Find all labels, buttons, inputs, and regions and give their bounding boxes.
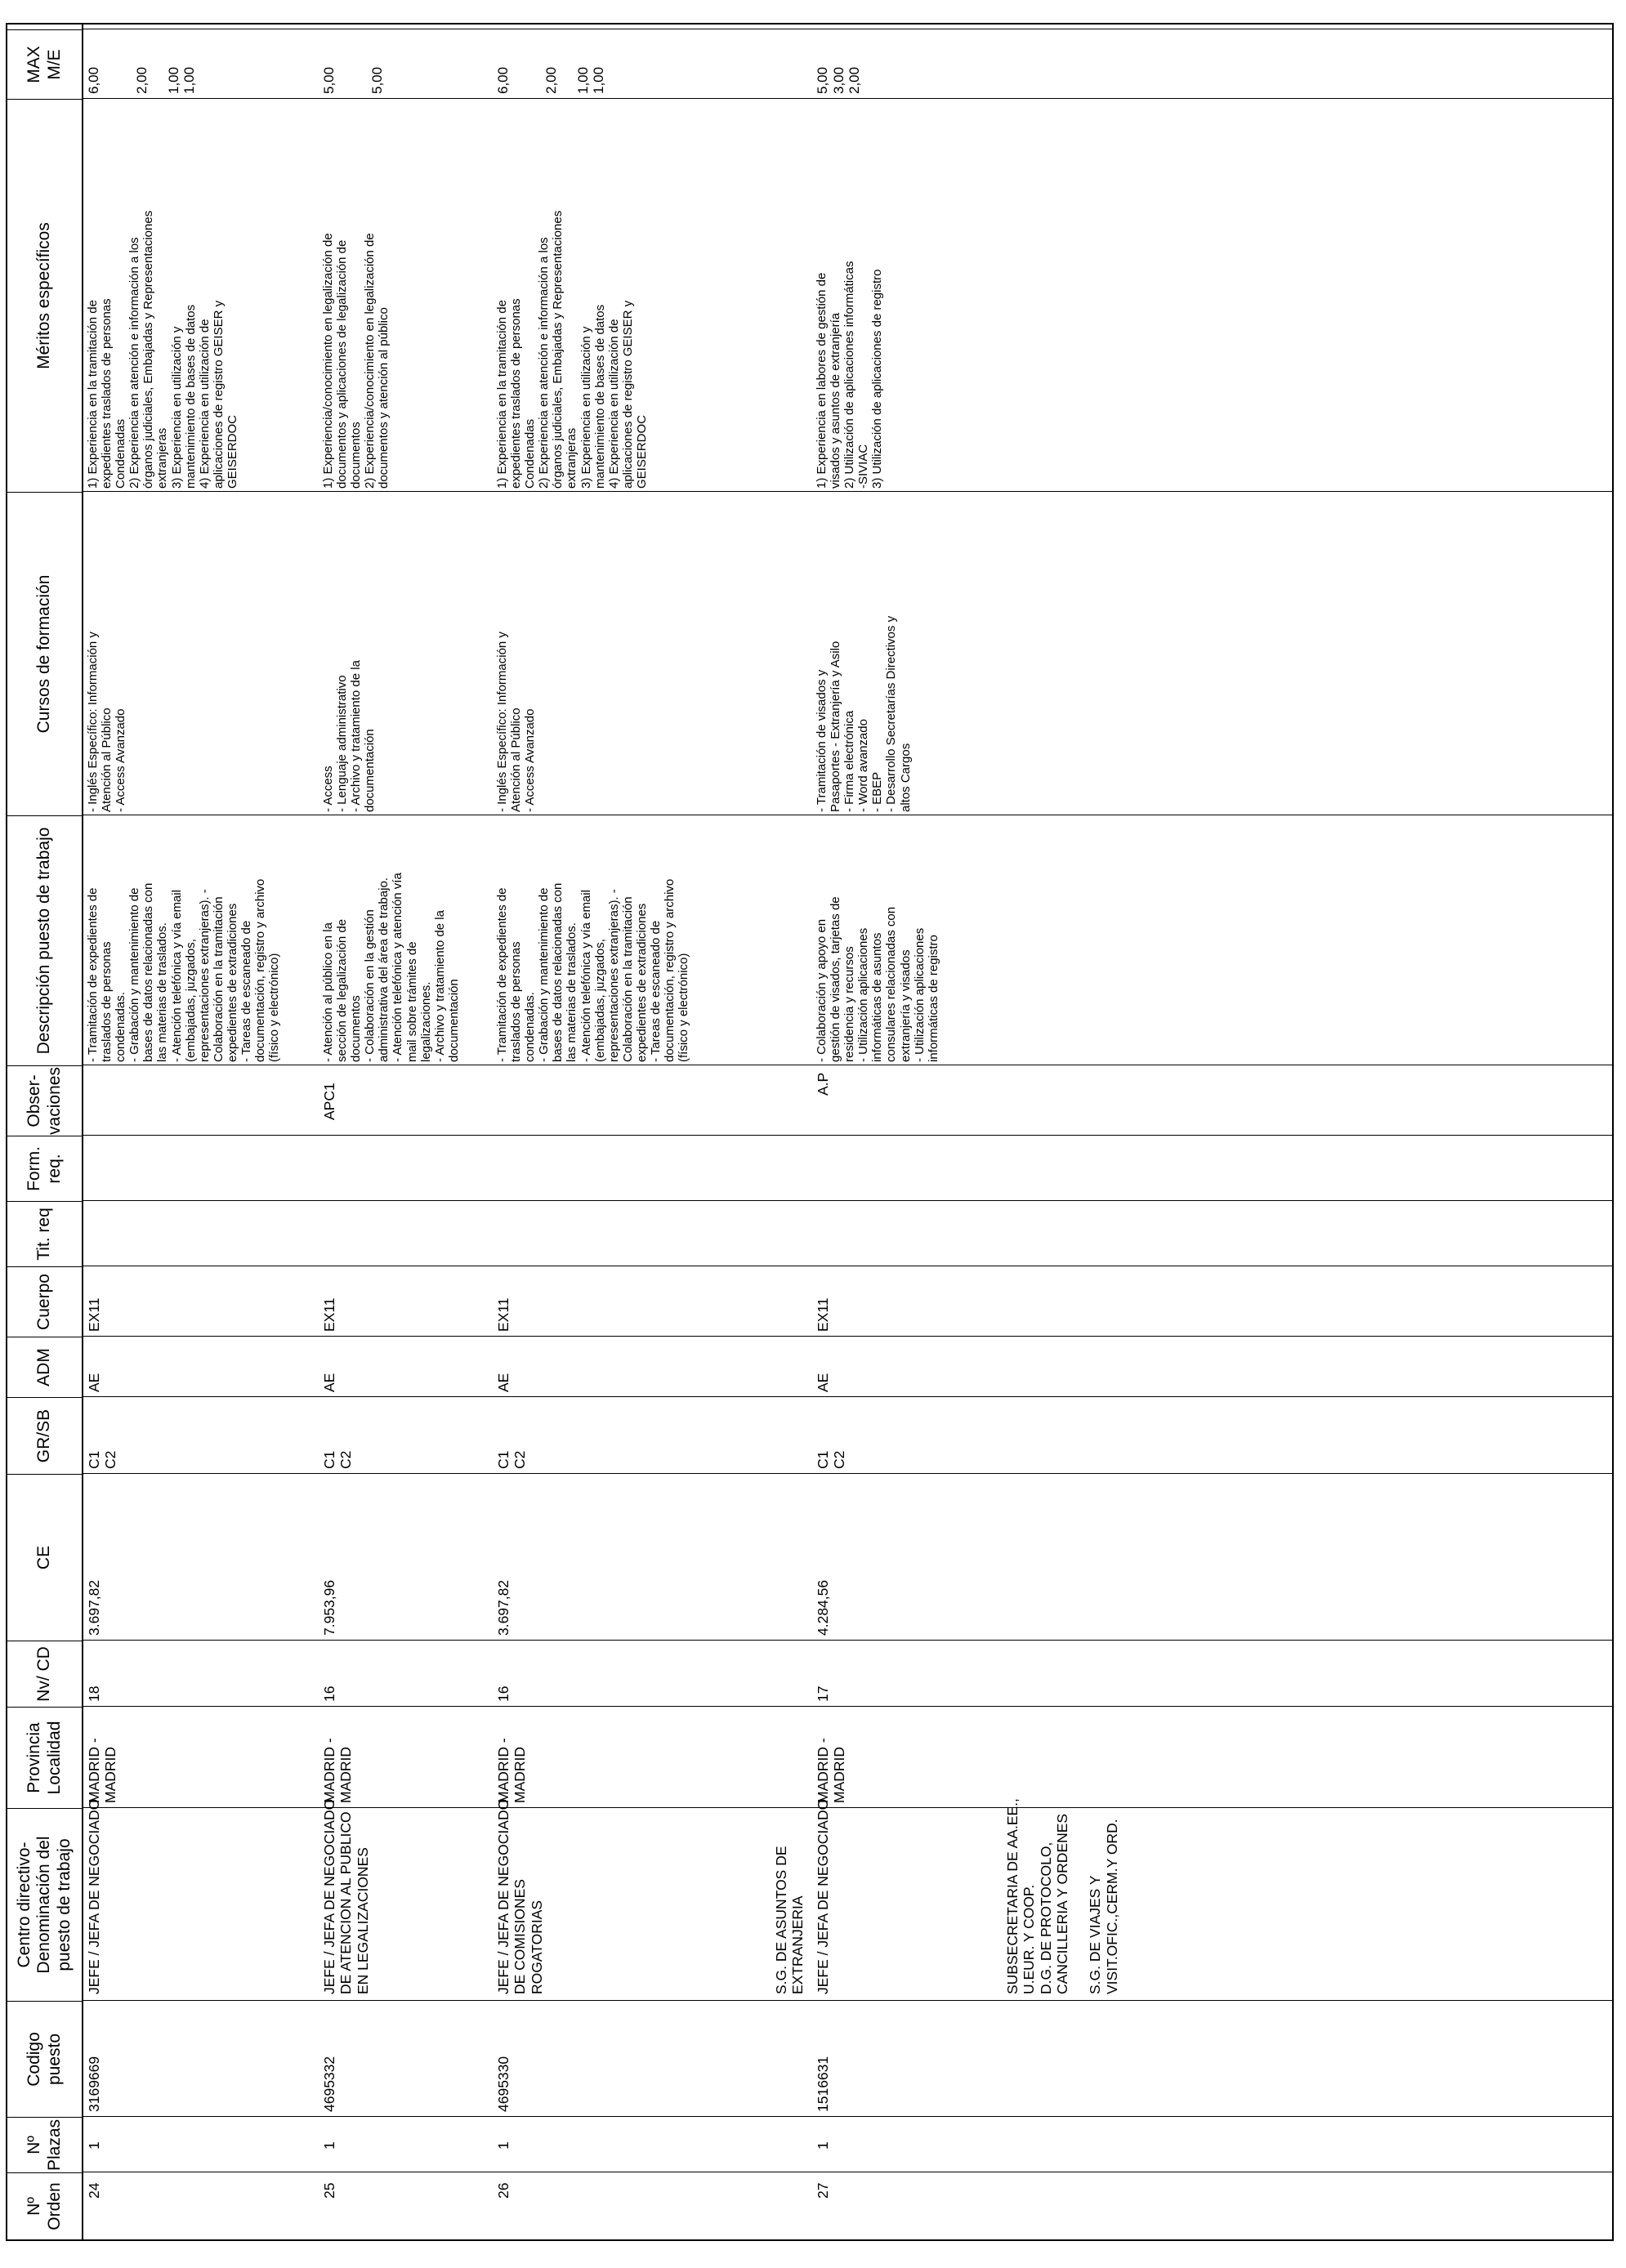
- cell-centro: JEFE / JEFA DE NEGOCIADO DE ATENCION AL PUBLICO EN LEGALIZACIONES: [321, 1798, 371, 1994]
- cell-max: 5,00 3,00 2,00: [815, 66, 863, 94]
- cell-nivel: 16: [495, 1685, 511, 1702]
- cell-plazas: 1: [86, 2141, 102, 2150]
- header-max: MAX M/E: [7, 29, 82, 99]
- cell-meritos: 1) Experiencia en la tramitación de expedientes traslados de personas Condenadas 2) Experiencia en atención e información a los órganos judiciales, Embajadas y Representaciones extranjeras 3) Experiencia en utilización y mantenimiento de bases de datos 4) Experiencia en utilización de aplicaciones de registro GEISER y GEISERDOC: [86, 210, 239, 489]
- column-divider: [82, 2116, 1612, 2117]
- column-divider: [82, 1473, 1612, 1474]
- header-descripcion: Descripción puesto de trabajo: [7, 815, 82, 1065]
- column-divider: [82, 491, 1612, 492]
- header-formacion: Form. req.: [7, 1136, 82, 1201]
- cell-grupo: C1 C2: [86, 1450, 119, 1469]
- cell-meritos: 1) Experiencia/conocimiento en legalización de documentos y aplicaciones de legalización de documentos 2) Experiencia/conocimiento en legalización de documentos y atención al público: [321, 233, 391, 489]
- cell-plazas: 1: [495, 2141, 511, 2150]
- cell-centro: JEFE / JEFA DE NEGOCIADO DE COMISIONES ROGATORIAS: [495, 1798, 545, 1994]
- cell-grupo: C1 C2: [815, 1450, 848, 1469]
- header-adm: ADM: [7, 1337, 82, 1397]
- cell-orden: 26: [495, 2182, 511, 2199]
- cell-observaciones: A.P: [815, 1072, 831, 1096]
- cell-codigo: 1516631: [815, 2056, 831, 2112]
- cell-descripcion: - Atención al público en la sección de legalización de documentos - Colaboración en la gestión administrativa del área de trabajo. - Atención telefónica y atención vía mail sobre trámites de legalizaciones. - Archivo y tratamiento de la documentación: [321, 873, 461, 1062]
- header-row: [7, 25, 83, 2239]
- cell-cuerpo: EX11: [321, 1297, 337, 1332]
- cell-max: 6,00 2,00 1,00 1,00: [495, 66, 607, 94]
- cell-provincia: MADRID - MADRID: [86, 1738, 119, 1803]
- cell-descripcion: - Colaboración y apoyo en gestión de visados, tarjetas de residencia y recursos - Utilización aplicaciones informáticas de asuntos consulares relacionadas con extranjería y visados - Utilización aplicaciones informáticas de registro: [815, 896, 940, 1062]
- cell-meritos: 1) Experiencia en la tramitación de expedientes traslados de personas Condenadas 2) Experiencia en atención e información a los órganos judiciales, Embajadas y Representaciones extranjeras 3) Experiencia en utilización y mantenimiento de bases de datos 4) Experiencia en utilización de aplicaciones de registro GEISER y GEISERDOC: [495, 210, 649, 489]
- cell-nivel: 18: [86, 1685, 102, 1702]
- column-divider: [82, 1706, 1612, 1707]
- cell-cursos: - Tramitación de visados y Pasaportes - Extranjería y Asilo - Firma electrónica - Word avanzado - EBEP - Desarrollo Secretarías Directivos y altos Cargos: [815, 615, 913, 812]
- cell-ce: 3.697,82: [86, 1579, 102, 1636]
- cell-descripcion: - Tramitación de expedientes de traslados de personas condenadas. - Grabación y mantenimiento de bases de datos relacionadas con las materias de traslados. - Atención telefónica y vía email (embajadas, juzgados, representaciones extranjeras). - Colaboración en la tramitación expedientes de extradiciones - Tareas de escaneado de documentación, registro y archivo (físico y electrónico): [495, 878, 691, 1062]
- cell-codigo: 4695330: [495, 2056, 511, 2112]
- cell-nivel: 17: [815, 1685, 831, 1702]
- cell-adm: AE: [495, 1373, 511, 1392]
- cell-max: 6,00 2,00 1,00 1,00: [86, 66, 198, 94]
- header-centro: Centro directivo- Denominación del puesto de trabajo: [7, 1808, 82, 2001]
- cell-centro: JEFE / JEFA DE NEGOCIADO: [815, 1798, 831, 1994]
- column-divider: [82, 1200, 1612, 1201]
- header-observaciones: Obser- vaciones: [7, 1065, 82, 1136]
- header-nivel: Nv/ CD: [7, 1641, 82, 1707]
- cell-provincia: MADRID - MADRID: [815, 1738, 848, 1803]
- cell-centro-section: S.G. DE ASUNTOS DE EXTRANJERIA: [773, 1846, 806, 1994]
- header-cursos: Cursos de formación: [7, 492, 82, 815]
- cell-ce: 7.953,96: [321, 1579, 337, 1636]
- cell-observaciones: APC1: [321, 1083, 337, 1120]
- cell-descripcion: - Tramitación de expedientes de traslados de personas condenadas. - Grabación y mantenimiento de bases de datos relacionadas con las materias de traslados. - Atención telefónica y vía email (embajadas, juzgados, representaciones extranjeras). - Colaboración en la tramitación expedientes de extradiciones - Tareas de escaneado de documentación, registro y archivo (físico y electrónico): [86, 878, 282, 1062]
- cell-cuerpo: EX11: [86, 1297, 102, 1332]
- column-divider: [82, 1807, 1612, 1808]
- cell-plazas: 1: [321, 2141, 337, 2150]
- cell-orden: 25: [321, 2182, 337, 2199]
- cell-centro: JEFE / JEFA DE NEGOCIADO: [86, 1798, 102, 1994]
- cell-adm: AE: [86, 1373, 102, 1392]
- header-orden: Nº Orden: [7, 2172, 82, 2239]
- column-divider: [82, 1135, 1612, 1136]
- cell-cuerpo: EX11: [815, 1297, 831, 1332]
- header-grupo: GR/SB: [7, 1397, 82, 1474]
- column-divider: [82, 1336, 1612, 1337]
- cell-cursos: - Access - Lenguaje administrativo - Archivo y tratamiento de la documentación: [321, 660, 377, 812]
- cell-cuerpo: EX11: [495, 1297, 511, 1332]
- column-divider: [82, 1396, 1612, 1397]
- cell-provincia: MADRID - MADRID: [495, 1738, 529, 1803]
- column-divider: [82, 2000, 1612, 2001]
- centro-directivo-block: SUBSECRETARIA DE AA.EE., U.EUR. Y COOP. D.G. DE PROTOCOLO, CANCILLERIA Y ORDENES S.G. DE VIAJES Y VISIT.OFIC.,CERM.Y ORD.: [1004, 1798, 1120, 1994]
- column-divider: [82, 98, 1612, 99]
- cell-grupo: C1 C2: [321, 1450, 355, 1469]
- header-codigo: Codigo puesto: [7, 2001, 82, 2117]
- cell-grupo: C1 C2: [495, 1450, 529, 1469]
- header-cuerpo: Cuerpo: [7, 1266, 82, 1337]
- header-ce: CE: [7, 1474, 82, 1641]
- header-provincia: Provincia Localidad: [7, 1707, 82, 1808]
- header-titulo: Tit. req: [7, 1201, 82, 1266]
- job-positions-table: [6, 23, 1614, 2241]
- cell-adm: AE: [815, 1373, 831, 1392]
- header-spacer: [7, 23, 82, 29]
- cell-provincia: MADRID - MADRID: [321, 1738, 355, 1803]
- cell-orden: 24: [86, 2182, 102, 2199]
- cell-ce: 3.697,82: [495, 1579, 511, 1636]
- cell-ce: 4.284,56: [815, 1579, 831, 1636]
- cell-cursos: - Inglés Específico: Información y Atención al Público - Access Avanzado: [86, 632, 128, 812]
- cell-adm: AE: [321, 1373, 337, 1392]
- column-divider: [82, 1640, 1612, 1641]
- cell-codigo: 4695332: [321, 2056, 337, 2112]
- cell-plazas: 1: [815, 2141, 831, 2150]
- cell-max: 5,00 5,00: [321, 66, 385, 94]
- cell-meritos: 1) Experiencia en labores de gestión de visados y asuntos de extranjería 2) Utilización de aplicaciones informáticas -SIVIAC 3) Utilización de aplicaciones de registro: [815, 261, 885, 489]
- cell-codigo: 3169669: [86, 2056, 102, 2112]
- header-meritos: Méritos específicos: [7, 99, 82, 492]
- cell-cursos: - Inglés Específico: Información y Atención al Público - Access Avanzado: [495, 632, 538, 812]
- header-plazas: Nº Plazas: [7, 2117, 82, 2172]
- cell-orden: 27: [815, 2182, 831, 2199]
- cell-nivel: 16: [321, 1685, 337, 1702]
